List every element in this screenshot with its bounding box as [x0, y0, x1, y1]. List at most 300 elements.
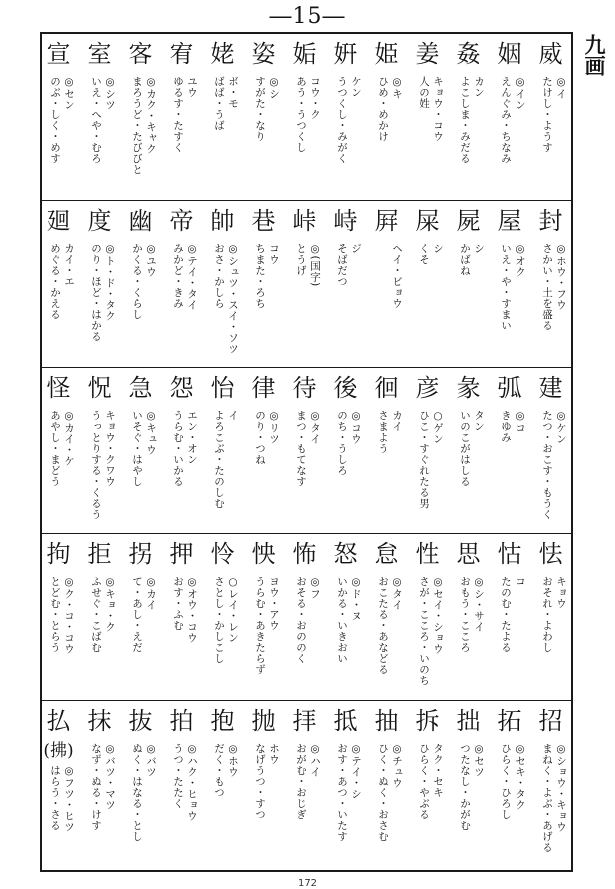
kanji-readings: [172, 743, 198, 822]
kun-reading: うらむ・いかる: [172, 410, 184, 487]
kun-reading: よろこぶ・たのしむ: [213, 410, 225, 509]
kun-reading: なず・ぬる・けす: [90, 743, 102, 831]
kun-reading: おこたる・あなどる: [377, 576, 389, 675]
kun-reading: そばだつ: [336, 243, 348, 287]
kanji-row: [42, 34, 571, 201]
kanji-character: 拆: [415, 707, 440, 735]
kanji-cell: [448, 368, 489, 533]
on-reading: ◎ハイ: [309, 743, 321, 778]
kanji-readings: [90, 743, 116, 831]
on-reading: ◎コ: [514, 410, 526, 434]
on-reading: ◎チュウ: [391, 743, 403, 789]
kanji-readings: [131, 76, 157, 175]
on-reading: ◎セン: [63, 76, 75, 111]
kanji-cell: [79, 534, 120, 700]
kanji-cell: [448, 201, 489, 367]
kanji-cell: [243, 701, 284, 872]
on-reading: キョウ・クワウ: [104, 410, 116, 487]
kanji-readings: [172, 76, 198, 153]
kanji-readings: [131, 243, 157, 320]
kanji-character: 徊: [374, 374, 399, 402]
kanji-readings: [254, 76, 280, 142]
on-reading: ヘイ・ビョウ: [391, 243, 403, 309]
on-reading: ◎タイ: [391, 576, 403, 611]
kanji-readings: [49, 76, 75, 164]
kanji-readings: [131, 743, 157, 842]
on-reading: ◎セキ・タク: [514, 743, 526, 811]
kanji-cell: [161, 34, 202, 200]
on-reading: ◎ユウ: [145, 243, 157, 278]
on-reading: ◎シ: [268, 76, 280, 100]
on-reading: ◎(国字): [309, 243, 321, 287]
kanji-character: 怏: [251, 540, 276, 568]
kanji-cell: [366, 368, 407, 533]
kanji-character: 拓: [497, 707, 522, 735]
kun-reading: はらう・さる: [49, 765, 61, 831]
kanji-character: 宥: [169, 40, 194, 68]
kanji-readings: [500, 243, 526, 331]
kun-reading: のり・ほど・はかる: [90, 243, 102, 342]
kanji-character: 彖: [456, 374, 481, 402]
kanji-character: 拘: [46, 540, 71, 568]
kanji-character: 姸: [333, 40, 358, 68]
kanji-row: [42, 534, 571, 701]
kanji-cell: [366, 534, 407, 700]
kanji-character: 姻: [497, 40, 522, 68]
kanji-readings: [254, 410, 280, 465]
kanji-readings: [377, 743, 403, 842]
kanji-readings: [131, 410, 157, 487]
kanji-character: 抽: [374, 707, 399, 735]
kanji-row: [42, 201, 571, 368]
on-reading: キョウ・コウ: [432, 76, 444, 142]
on-reading: エン・オン: [186, 410, 198, 465]
kanji-cell: [530, 201, 571, 367]
kun-reading: て・あし・えだ: [131, 576, 143, 653]
kun-reading: なげうつ・すつ: [254, 743, 266, 820]
kanji-readings: [254, 576, 280, 675]
kanji-character: 峙: [333, 207, 358, 235]
kun-reading: のり・つね: [254, 410, 266, 465]
on-reading: ◎ホウ: [227, 743, 239, 778]
kanji-readings: [336, 243, 362, 287]
kanji-character: 拐: [128, 540, 153, 568]
kanji-readings: [49, 410, 75, 487]
kanji-character: 招: [538, 707, 563, 735]
kanji-character: 怪: [46, 374, 71, 402]
on-reading: コ: [514, 576, 526, 587]
on-reading: ◎ト・ド・タク: [104, 243, 116, 322]
kanji-cell: [38, 34, 79, 200]
on-reading: キョウ: [555, 576, 567, 609]
kun-reading: すがた・なり: [254, 76, 266, 142]
kun-reading: かくる・くらし: [131, 243, 143, 320]
kun-reading: のぶ・しく・めす: [49, 76, 61, 164]
kanji-character: 抱: [210, 707, 235, 735]
on-reading: ◎キ: [391, 76, 403, 100]
kanji-readings: [459, 743, 485, 831]
kanji-cell: [407, 34, 448, 200]
kanji-character: 威: [538, 40, 563, 68]
on-reading: カイ: [391, 410, 403, 432]
kun-reading: うらむ・あきたらず: [254, 576, 266, 675]
kanji-readings: [500, 576, 526, 653]
on-reading: タク・セキ: [432, 743, 444, 798]
kanji-character: 巷: [251, 207, 276, 235]
kun-reading: きゆみ: [500, 410, 512, 443]
kanji-cell: [489, 701, 530, 872]
kanji-character: 屎: [415, 207, 440, 235]
kanji-cell: [161, 368, 202, 533]
kun-reading: おさ・かしら: [213, 243, 225, 309]
kanji-cell: [448, 534, 489, 700]
kanji-cell: [407, 701, 448, 872]
kanji-character: 怨: [169, 374, 194, 402]
on-reading: ◎ホウ・フウ: [555, 243, 567, 311]
on-reading: ◎バツ: [145, 743, 157, 778]
kanji-cell: [38, 701, 79, 872]
kanji-character: 拝: [292, 707, 317, 735]
kanji-readings: [172, 243, 198, 311]
kanji-cell: [366, 701, 407, 872]
on-reading: ケン: [350, 76, 362, 98]
kanji-character: 抛: [251, 707, 276, 735]
kanji-character: 屛: [374, 207, 399, 235]
kanji-cell: [202, 701, 243, 872]
kanji-readings: [391, 243, 403, 309]
kanji-readings: [377, 76, 403, 142]
kanji-cell: [325, 34, 366, 200]
kun-reading: うつ・たたく: [172, 743, 184, 809]
kanji-cell: [202, 368, 243, 533]
kanji-character: 怖: [292, 540, 317, 568]
on-reading: カン: [473, 76, 485, 98]
on-reading: ◎ド・ヌ: [350, 576, 362, 622]
kun-reading: くそ: [418, 243, 430, 265]
kanji-readings: [172, 576, 198, 644]
kanji-readings: [131, 576, 157, 653]
kanji-character: 思: [456, 540, 481, 568]
kanji-cell: [407, 368, 448, 533]
kanji-readings: [172, 410, 198, 487]
kanji-character: 帝: [169, 207, 194, 235]
kun-reading: あやし・まどう: [49, 410, 61, 487]
kanji-readings: [500, 76, 526, 164]
kanji-character: 姜: [415, 40, 440, 68]
on-reading: ◎キュウ: [145, 410, 157, 456]
kanji-readings: [90, 410, 116, 520]
kanji-cell: [161, 201, 202, 367]
kun-reading: おす・あつ・いたす: [336, 743, 348, 842]
kun-reading: ひこ・すぐれたる男: [418, 410, 430, 509]
on-reading: ◎セツ: [473, 743, 485, 778]
kun-reading: いのこがはしる: [459, 410, 471, 487]
kanji-cell: [325, 368, 366, 533]
kun-reading: いかる・いきおい: [336, 576, 348, 664]
page-number: ―15―: [269, 4, 346, 29]
on-reading: ◎コウ: [350, 410, 362, 445]
kanji-readings: [541, 576, 567, 653]
kanji-cell: [284, 534, 325, 700]
kun-reading: ふせぐ・こばむ: [90, 576, 102, 653]
on-reading: カイ・エ: [63, 243, 75, 287]
kanji-cell: [243, 201, 284, 367]
kun-reading: とうげ: [295, 243, 307, 276]
kun-reading: いそぐ・はやし: [131, 410, 143, 487]
on-reading: ○レイ・レン: [227, 576, 239, 644]
kanji-cell: [407, 201, 448, 367]
on-reading: ボ・モ: [227, 76, 239, 109]
kanji-character: 客: [128, 40, 153, 68]
kun-reading: ひらく・ひろし: [500, 743, 512, 820]
kanji-cell: [530, 368, 571, 533]
kun-reading: だく・もつ: [213, 743, 225, 798]
on-reading: ユウ: [186, 76, 198, 98]
kanji-readings: [49, 243, 75, 320]
kanji-character: 怡: [210, 374, 235, 402]
kanji-cell: [530, 534, 571, 700]
on-reading: ◎オウ・コウ: [186, 576, 198, 644]
kanji-character: 宣: [46, 40, 71, 68]
on-reading: ◎テイ・タイ: [186, 243, 198, 311]
kanji-character: 度: [87, 207, 112, 235]
stroke-count-label: 九画: [582, 34, 607, 76]
kanji-character: 怙: [497, 540, 522, 568]
kun-reading: さとし・かしこし: [213, 576, 225, 664]
kanji-cell: [120, 701, 161, 872]
on-reading: ◎オク: [514, 243, 526, 278]
kun-reading: うっとりする・くるう: [90, 410, 102, 520]
kanji-cell: [120, 201, 161, 367]
kanji-character: 姤: [292, 40, 317, 68]
on-reading: ◎リツ: [268, 410, 280, 445]
kanji-readings: [541, 76, 567, 153]
kanji-cell: [284, 34, 325, 200]
kanji-cell: [79, 701, 120, 872]
kanji-cell: [120, 34, 161, 200]
kun-reading: ばば・うば: [213, 76, 225, 131]
kanji-readings: [295, 743, 321, 820]
kanji-readings: [295, 76, 321, 153]
kun-reading: たけし・ようす: [541, 76, 553, 153]
kanji-cell: [79, 368, 120, 533]
kanji-readings: [336, 743, 362, 842]
kun-reading: まろうど・たびびと: [131, 76, 143, 175]
kanji-readings: [541, 743, 567, 853]
kanji-readings: [459, 243, 485, 276]
kun-reading: ひらく・やぶる: [418, 743, 430, 820]
kanji-cell: [530, 701, 571, 872]
kanji-character: 封: [538, 207, 563, 235]
kanji-cell: [38, 368, 79, 533]
kanji-readings: [418, 576, 444, 686]
kanji-readings: [295, 576, 321, 664]
on-reading: ◎ク・コ・コウ: [63, 576, 75, 655]
on-reading: ◎カイ: [145, 576, 157, 611]
kun-reading: よこしま・みだる: [459, 76, 471, 164]
kanji-cell: [79, 34, 120, 200]
kanji-cell: [489, 534, 530, 700]
kun-reading: ひめ・めかけ: [377, 76, 389, 142]
on-reading: タン: [473, 410, 485, 432]
kun-reading: おもう・こころ: [459, 576, 471, 653]
kanji-character: 拍: [169, 707, 194, 735]
kun-reading: みかど・きみ: [172, 243, 184, 309]
kanji-cell: [489, 201, 530, 367]
kanji-cell: [325, 701, 366, 872]
on-reading: ◎バツ・マツ: [104, 743, 116, 811]
kanji-character: 怜: [210, 540, 235, 568]
kanji-character: 峠: [292, 207, 317, 235]
kanji-readings: [541, 410, 567, 520]
on-reading: ◎セイ・ショウ: [432, 576, 444, 655]
kanji-cell: [38, 201, 79, 367]
kanji-cell: [407, 534, 448, 700]
kanji-cell: [120, 368, 161, 533]
kanji-readings: [418, 410, 444, 509]
kanji-readings: [90, 76, 116, 164]
on-reading: ホウ: [268, 743, 280, 765]
on-reading: ◎シツ: [104, 76, 116, 111]
kanji-character: 抹: [87, 707, 112, 735]
kun-reading: まつ・もてなす: [295, 410, 307, 487]
kanji-readings: [295, 243, 321, 287]
kanji-cell: [120, 534, 161, 700]
on-reading: シ: [432, 243, 444, 254]
kanji-character: 拙: [456, 707, 481, 735]
kanji-character: 律: [251, 374, 276, 402]
kanji-readings: [49, 576, 75, 655]
kanji-readings: [213, 243, 239, 355]
on-reading: ◎カイ・ケ: [63, 410, 75, 467]
kanji-cell: [161, 534, 202, 700]
kanji-character: 廻: [46, 207, 71, 235]
kanji-readings: [213, 743, 239, 798]
kanji-character: 姥: [210, 40, 235, 68]
kun-reading: あう・うつくし: [295, 76, 307, 153]
on-reading: ◎ケン: [555, 410, 567, 445]
kanji-character: 屋: [497, 207, 522, 235]
page-footer: 172: [297, 878, 318, 889]
kun-reading: ぬく・はなる・とし: [131, 743, 143, 842]
kun-reading: うつくし・みがく: [336, 76, 348, 164]
kanji-readings: [541, 243, 567, 331]
on-reading: イ: [227, 410, 239, 421]
kanji-character: 怯: [538, 540, 563, 568]
on-reading: ジ: [350, 243, 362, 254]
kanji-character: 拒: [87, 540, 112, 568]
kanji-character: 室: [87, 40, 112, 68]
kanji-cell: [161, 701, 202, 872]
kanji-readings: [336, 410, 362, 476]
kanji-cell: [79, 201, 120, 367]
kanji-character: 姫: [374, 40, 399, 68]
kanji-readings: [459, 76, 485, 164]
kun-reading: めぐる・かえる: [49, 243, 61, 320]
kanji-character: 屍: [456, 207, 481, 235]
kanji-readings: [90, 243, 116, 342]
kanji-table: [40, 32, 573, 872]
on-reading: ◎ハク・ヒョウ: [186, 743, 198, 822]
kun-reading: とどむ・とらう: [49, 576, 61, 653]
kanji-character: 怒: [333, 540, 358, 568]
kanji-cell: [284, 368, 325, 533]
kun-reading: さまよう: [377, 410, 389, 454]
kanji-readings: [254, 743, 280, 820]
kanji-readings: [213, 576, 239, 664]
kanji-cell: [448, 34, 489, 200]
on-reading: ◎キョ・ク: [104, 576, 116, 633]
kun-reading: さかい・土を盛る: [541, 243, 553, 331]
kanji-character: 後: [333, 374, 358, 402]
kun-reading: 人の姓: [418, 76, 430, 109]
kanji-cell: [202, 534, 243, 700]
kanji-cell: [243, 368, 284, 533]
kanji-character: 抵: [333, 707, 358, 735]
kanji-cell: [489, 34, 530, 200]
kanji-cell: [243, 534, 284, 700]
kanji-character: 性: [415, 540, 440, 568]
kanji-cell: [325, 534, 366, 700]
kun-reading: おそれ・よわし: [541, 576, 553, 653]
kanji-cell: [284, 201, 325, 367]
kanji-readings: [336, 76, 362, 164]
on-reading: ◎シュツ・スイ・ソツ: [227, 243, 239, 355]
on-reading: ◎テイ・シ: [350, 743, 362, 800]
kanji-readings: [213, 76, 239, 131]
kanji-readings: [254, 243, 280, 309]
kun-reading: たのむ・たよる: [500, 576, 512, 653]
on-reading: ◎タイ: [309, 410, 321, 445]
on-reading: ◎シ・サイ: [473, 576, 485, 633]
kanji-readings: [49, 765, 75, 833]
kun-reading: おがむ・おじぎ: [295, 743, 307, 820]
kanji-cell: [530, 34, 571, 200]
kanji-readings: [418, 76, 444, 142]
on-reading: ○ゲン: [432, 410, 444, 445]
kanji-cell: [243, 34, 284, 200]
kun-reading: かばね: [459, 243, 471, 276]
kun-reading: おす・ふむ: [172, 576, 184, 631]
kanji-cell: [489, 368, 530, 533]
kanji-character: 彦: [415, 374, 440, 402]
kanji-readings: [377, 410, 403, 454]
on-reading: ヨウ・アウ: [268, 576, 280, 631]
kun-reading: いえ・へや・むろ: [90, 76, 102, 164]
on-reading: ◎カク・キャク: [145, 76, 157, 155]
kanji-readings: [500, 743, 526, 820]
kanji-readings: [500, 410, 526, 443]
kanji-readings: [459, 576, 485, 653]
kanji-character: 姿: [251, 40, 276, 68]
kanji-cell: [284, 701, 325, 872]
kanji-character: 怳: [87, 374, 112, 402]
kanji-variant: (拂): [43, 741, 74, 761]
on-reading: コウ: [268, 243, 280, 265]
kun-reading: ひく・ぬく・おさむ: [377, 743, 389, 842]
kanji-character: 待: [292, 374, 317, 402]
kanji-character: 幽: [128, 207, 153, 235]
kanji-readings: [418, 743, 444, 820]
on-reading: ◎ショウ・キョウ: [555, 743, 567, 833]
kanji-readings: [377, 576, 403, 675]
kanji-character: 弧: [497, 374, 522, 402]
kanji-character: 急: [128, 374, 153, 402]
on-reading: コウ・ク: [309, 76, 321, 120]
kun-reading: えんぐみ・ちなみ: [500, 76, 512, 164]
on-reading: ◎フ: [309, 576, 321, 600]
kanji-row: [42, 701, 571, 872]
